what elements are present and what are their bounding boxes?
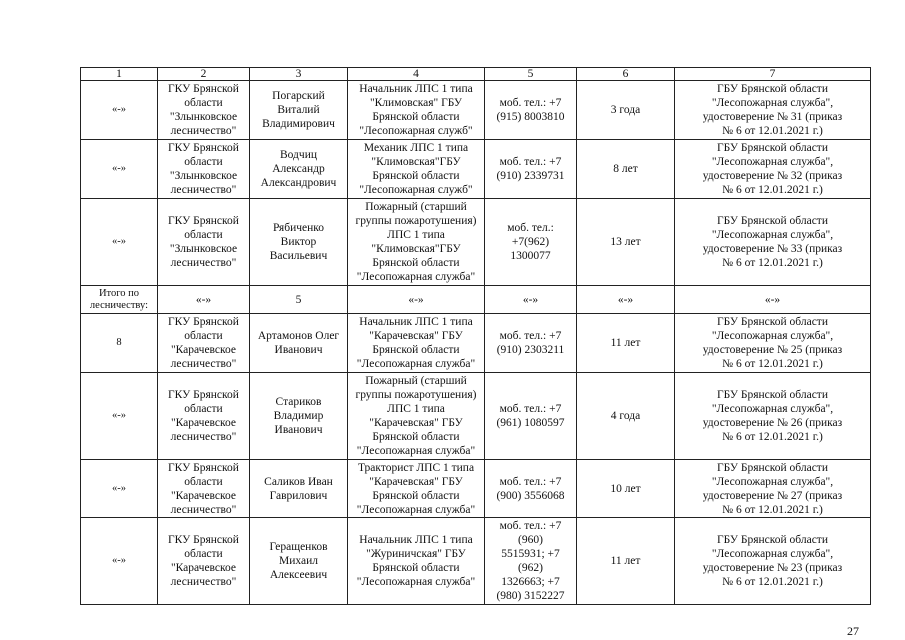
certificate-cell: ГБУ Брянской области "Лесопожарная служба", удостоверение № 23 (приказ № 6 от 12.01.2021 г.) — [675, 518, 871, 605]
page-number: 27 — [847, 624, 859, 638]
certificate-cell: ГБУ Брянской области "Лесопожарная служба", удостоверение № 31 (приказ № 6 от 12.01.2021 г.) — [675, 81, 871, 140]
table-row — [81, 199, 871, 286]
header-cell: 4 — [348, 68, 485, 81]
person-name-cell: Артамонов Олег Иванович — [250, 314, 348, 373]
table-row — [81, 460, 871, 518]
phone-cell: моб. тел.: +7 (910) 2303211 — [485, 314, 577, 373]
table-row — [81, 140, 871, 199]
experience-cell: 13 лет — [577, 199, 675, 286]
table-header-row — [81, 68, 871, 81]
experience-cell: «-» — [577, 286, 675, 314]
table-row — [81, 314, 871, 373]
phone-cell: моб. тел.: +7 (910) 2339731 — [485, 140, 577, 199]
header-cell: 7 — [675, 68, 871, 81]
row-number-cell: «-» — [81, 518, 158, 605]
experience-cell: 10 лет — [577, 460, 675, 518]
row-number-cell: «-» — [81, 140, 158, 199]
person-name-cell: Саликов Иван Гаврилович — [250, 460, 348, 518]
certificate-cell: ГБУ Брянской области "Лесопожарная служба", удостоверение № 32 (приказ № 6 от 12.01.2021 г.) — [675, 140, 871, 199]
row-number-cell: «-» — [81, 81, 158, 140]
forestry-cell: ГКУ Брянской области "Карачевское лесничество" — [158, 373, 250, 460]
row-number-cell: «-» — [81, 460, 158, 518]
row-number-cell: «-» — [81, 199, 158, 286]
forestry-cell: ГКУ Брянской области "Злынковское лесничество" — [158, 81, 250, 140]
table-row — [81, 518, 871, 605]
position-cell: «-» — [348, 286, 485, 314]
person-name-cell: Погарский Виталий Владимирович — [250, 81, 348, 140]
position-cell: Пожарный (старший группы пожаротушения) ЛПС 1 типа "Карачевская" ГБУ Брянской области "Лесопожарная служба" — [348, 373, 485, 460]
phone-cell: моб. тел.: +7 (900) 3556068 — [485, 460, 577, 518]
table-row — [81, 81, 871, 140]
phone-cell: моб. тел.: +7 (915) 8003810 — [485, 81, 577, 140]
position-cell: Начальник ЛПС 1 типа "Карачевская" ГБУ Брянской области "Лесопожарная служба" — [348, 314, 485, 373]
person-count-cell: 5 — [250, 286, 348, 314]
fire-service-personnel-table — [80, 67, 871, 605]
header-cell: 3 — [250, 68, 348, 81]
total-label-cell: Итого по лесничеству: — [81, 286, 158, 314]
phone-cell: моб. тел.: +7(962) 1300077 — [485, 199, 577, 286]
certificate-cell: ГБУ Брянской области "Лесопожарная служба", удостоверение № 27 (приказ № 6 от 12.01.2021 г.) — [675, 460, 871, 518]
forestry-cell: ГКУ Брянской области "Карачевское лесничество" — [158, 314, 250, 373]
header-cell: 2 — [158, 68, 250, 81]
position-cell: Пожарный (старший группы пожаротушения) ЛПС 1 типа "Климовская"ГБУ Брянской области "Лесопожарная служба" — [348, 199, 485, 286]
forestry-cell: «-» — [158, 286, 250, 314]
experience-cell: 3 года — [577, 81, 675, 140]
certificate-cell: ГБУ Брянской области "Лесопожарная служба", удостоверение № 33 (приказ № 6 от 12.01.2021 г.) — [675, 199, 871, 286]
phone-cell: «-» — [485, 286, 577, 314]
position-cell: Начальник ЛПС 1 типа "Журиничская" ГБУ Брянской области "Лесопожарная служба" — [348, 518, 485, 605]
header-cell: 6 — [577, 68, 675, 81]
person-name-cell: Рябиченко Виктор Васильевич — [250, 199, 348, 286]
table-row — [81, 373, 871, 460]
position-cell: Начальник ЛПС 1 типа "Климовская" ГБУ Брянской области "Лесопожарная служб" — [348, 81, 485, 140]
experience-cell: 11 лет — [577, 314, 675, 373]
phone-cell: моб. тел.: +7 (961) 1080597 — [485, 373, 577, 460]
row-number-cell: 8 — [81, 314, 158, 373]
position-cell: Тракторист ЛПС 1 типа "Карачевская" ГБУ Брянской области "Лесопожарная служба" — [348, 460, 485, 518]
certificate-cell: «-» — [675, 286, 871, 314]
row-number-cell: «-» — [81, 373, 158, 460]
header-cell: 5 — [485, 68, 577, 81]
header-cell: 1 — [81, 68, 158, 81]
certificate-cell: ГБУ Брянской области "Лесопожарная служба", удостоверение № 25 (приказ № 6 от 12.01.2021 г.) — [675, 314, 871, 373]
forestry-cell: ГКУ Брянской области "Злынковское лесничество" — [158, 140, 250, 199]
experience-cell: 8 лет — [577, 140, 675, 199]
table-row-total — [81, 286, 871, 314]
forestry-cell: ГКУ Брянской области "Карачевское лесничество" — [158, 518, 250, 605]
experience-cell: 4 года — [577, 373, 675, 460]
phone-cell: моб. тел.: +7 (960) 5515931; +7 (962) 1326663; +7 (980) 3152227 — [485, 518, 577, 605]
certificate-cell: ГБУ Брянской области "Лесопожарная служба", удостоверение № 26 (приказ № 6 от 12.01.2021 г.) — [675, 373, 871, 460]
person-name-cell: Геращенков Михаил Алексеевич — [250, 518, 348, 605]
forestry-cell: ГКУ Брянской области "Злынковское лесничество" — [158, 199, 250, 286]
experience-cell: 11 лет — [577, 518, 675, 605]
person-name-cell: Водчиц Александр Александрович — [250, 140, 348, 199]
forestry-cell: ГКУ Брянской области "Карачевское лесничество" — [158, 460, 250, 518]
position-cell: Механик ЛПС 1 типа "Климовская"ГБУ Брянской области "Лесопожарная служб" — [348, 140, 485, 199]
person-name-cell: Стариков Владимир Иванович — [250, 373, 348, 460]
